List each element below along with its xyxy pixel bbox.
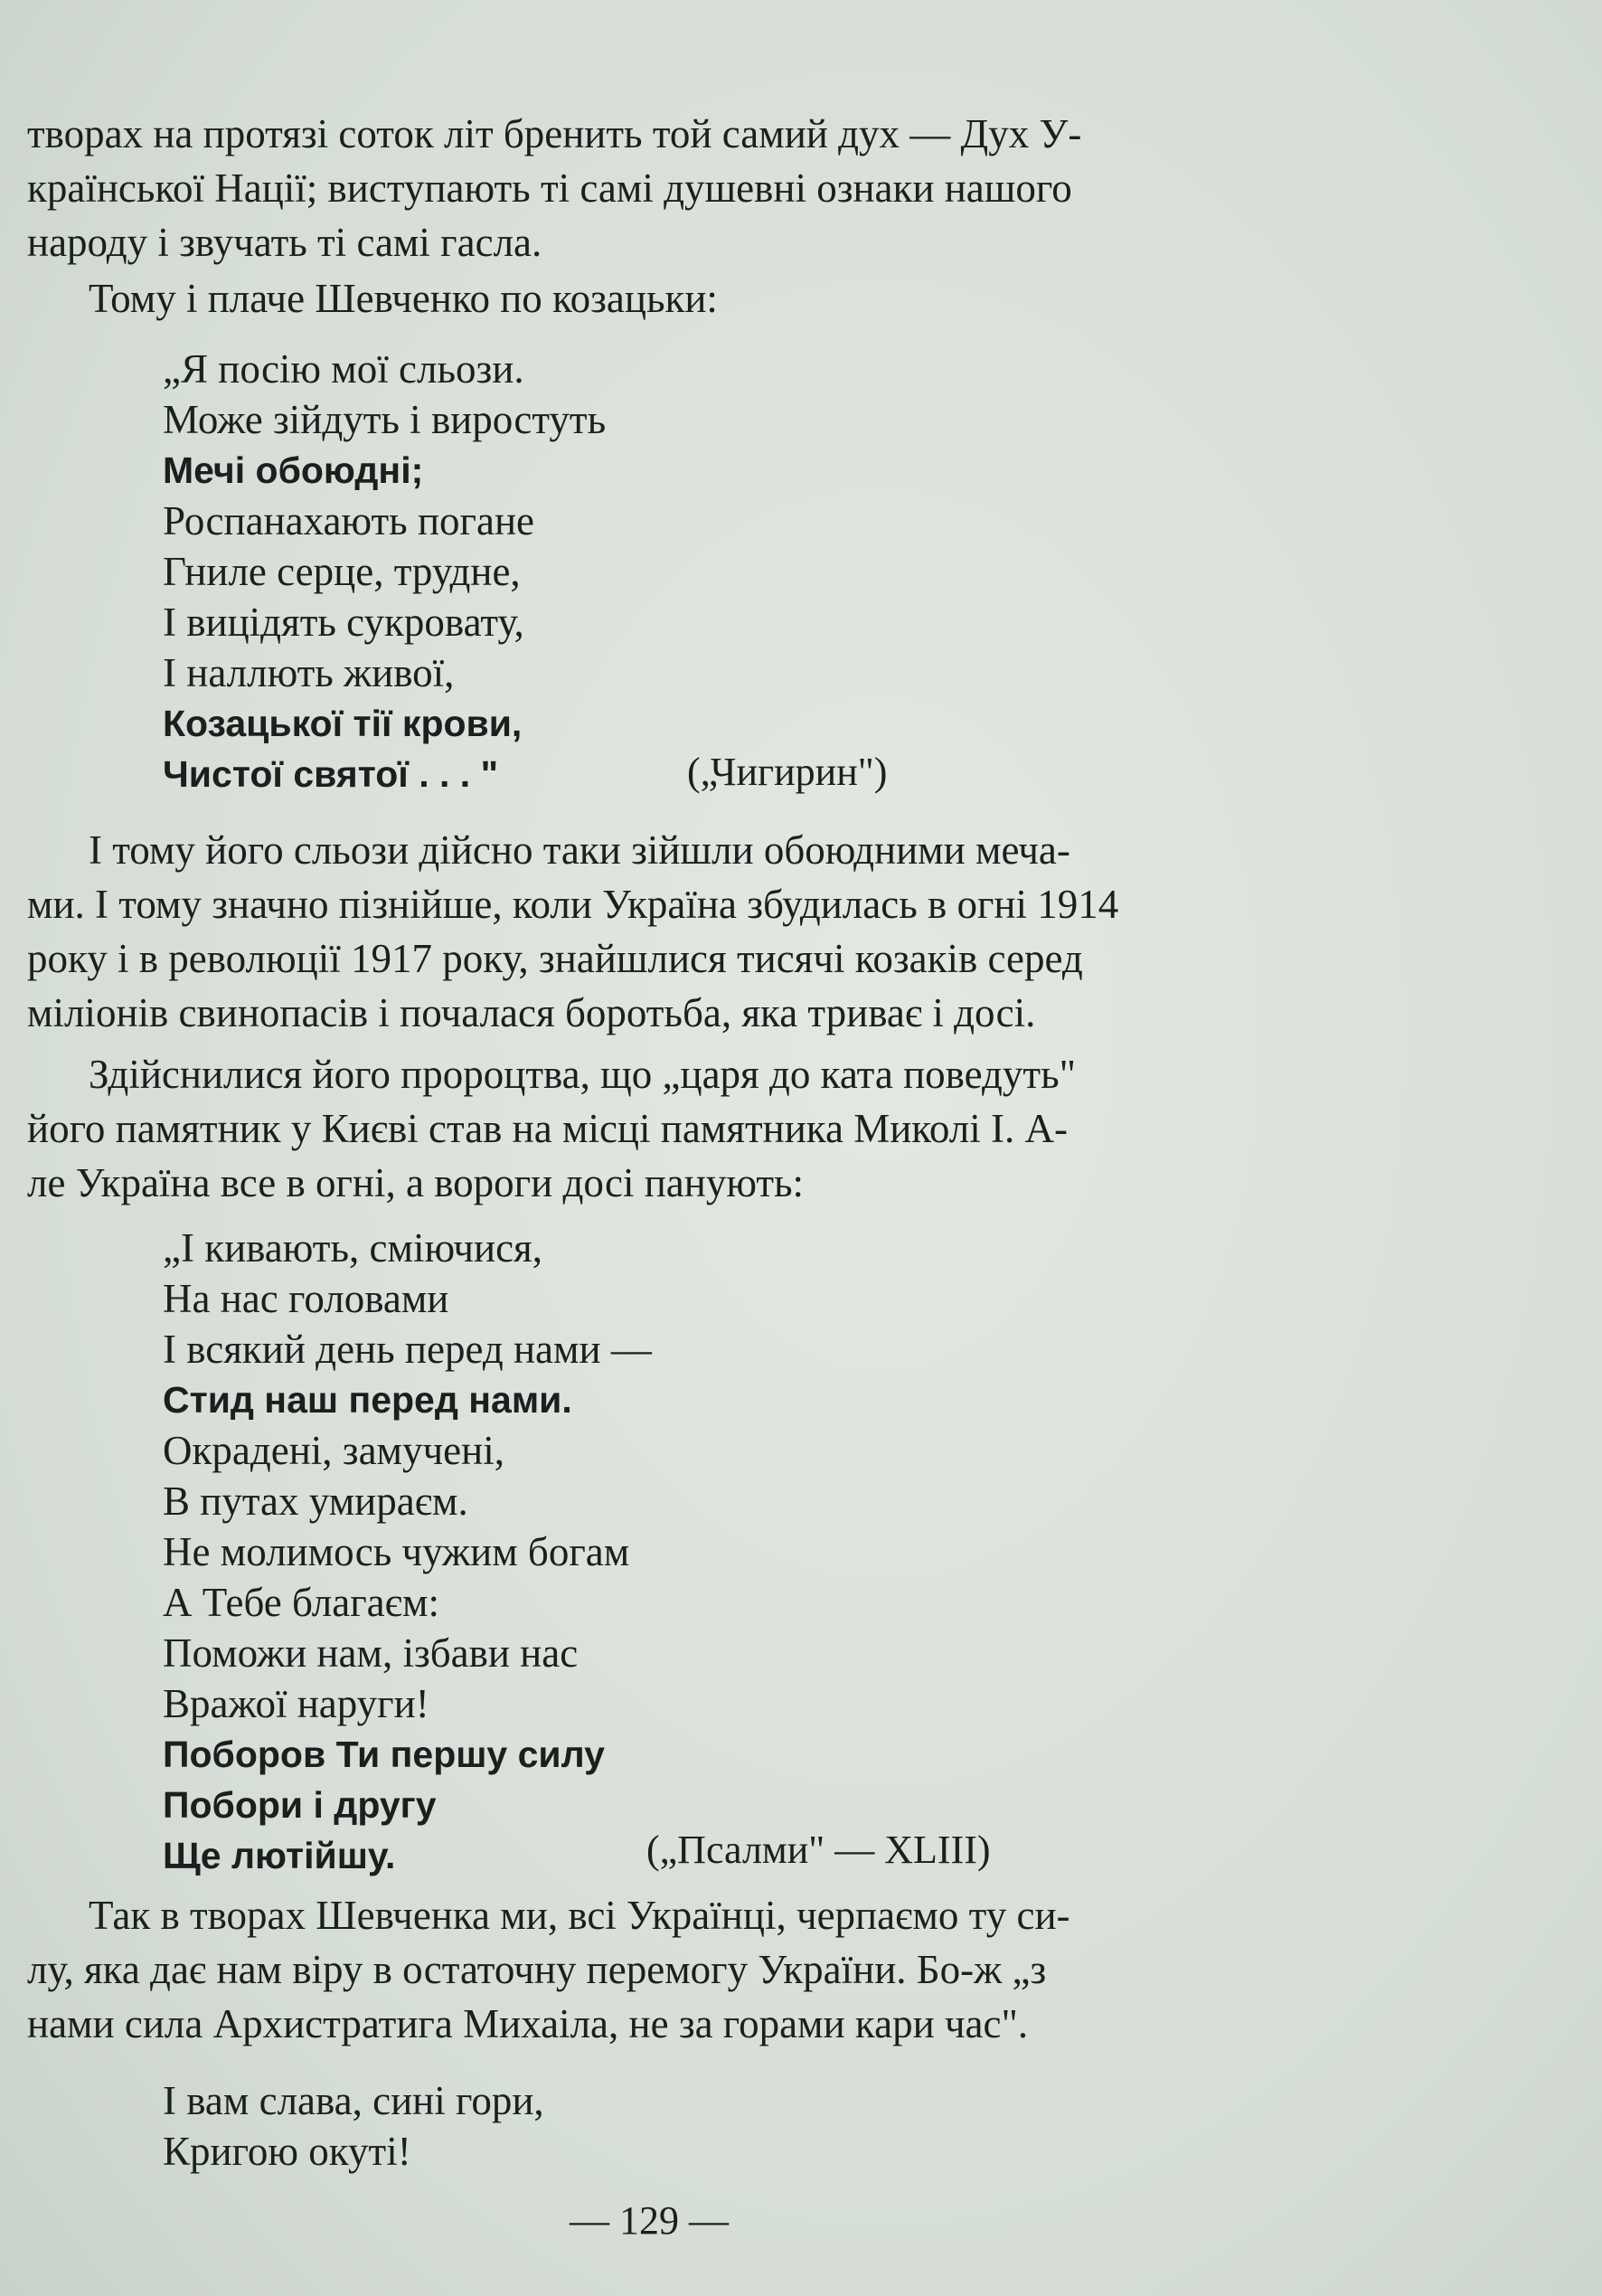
text-line: Тому і плаче Шевченко по козацьки: [89, 276, 718, 321]
poem-line: Ще лютійшу. [163, 1835, 396, 1876]
poem-line: Може зійдуть і виростуть [163, 397, 607, 442]
paragraph-3 [27, 823, 1356, 1040]
poem-line: Поборов Ти першу силу [163, 1734, 605, 1775]
text-line: його памятник у Києві став на місці памятника Миколі І. А- [27, 1106, 1068, 1151]
paragraph-5 [27, 1888, 1356, 2051]
citation-psalms: („Псалми" — XLIII) [646, 1828, 991, 1872]
poem-line: І всякий день перед нами — [163, 1327, 652, 1372]
paragraph-4 [27, 1047, 1356, 1210]
poem-line: Поможи нам, ізбави нас [163, 1630, 579, 1676]
text-line: народу і звучать ті самі гасла. [27, 220, 542, 265]
text-line: року і в революції 1917 року, знайшлися тисячі козаків серед [27, 936, 1083, 981]
text-line: ми. І тому значно пізнійше, коли Україна збудилась в огні 1914 [27, 882, 1119, 927]
poem-line: Гниле серце, трудне, [163, 549, 521, 594]
poem-psalms [163, 1223, 652, 1881]
poem-closing [163, 2075, 544, 2177]
text-line: міліонів свинопасів і почалася боротьба, яка триває і досі. [27, 990, 1036, 1035]
poem-chyhyryn [163, 344, 606, 799]
poem-line: Не молимось чужим богам [163, 1529, 630, 1574]
text-line: Так в творах Шевченка ми, всі Українці, черпаємо ту си- [89, 1893, 1070, 1938]
text-line: І тому його сльози дійсно таки зійшли обоюдними меча- [89, 827, 1070, 873]
text-line: лу, яка дає нам віру в остаточну перемогу України. Бо-ж „з [27, 1947, 1047, 1992]
poem-line: Вражої наруги! [163, 1681, 429, 1726]
poem-line: Мечі обоюдні; [163, 449, 424, 491]
poem-line: Стид наш перед нами. [163, 1379, 572, 1421]
poem-line: В путах умираєм. [163, 1479, 468, 1524]
page-number: — 129 — [570, 2198, 729, 2243]
poem-line: Козацької тії крови, [163, 703, 523, 744]
poem-line: І вам слава, сині гори, [163, 2078, 544, 2123]
citation-chyhyryn: („Чигирин") [687, 750, 888, 794]
poem-line: „І кивають, сміючися, [163, 1225, 542, 1271]
poem-line: І вицідять сукровату, [163, 600, 524, 645]
text-line: ле Україна все в огні, а вороги досі панують: [27, 1160, 805, 1205]
poem-line: А Тебе благаєм: [163, 1580, 439, 1625]
text-line: Здійснилися його пророцтва, що „царя до ката поведуть" [89, 1052, 1076, 1097]
text-line: нами сила Архистратига Михаіла, не за горами кари час". [27, 2001, 1029, 2046]
poem-line: Побори і другу [163, 1784, 437, 1826]
poem-line: На нас головами [163, 1276, 449, 1321]
poem-line: „Я посію мої сльози. [163, 346, 524, 392]
text-line: країнської Нації; виступають ті самі душевні ознаки нашого [27, 165, 1072, 211]
paragraph-2 [27, 271, 1356, 326]
poem-line: Роспанахають погане [163, 498, 535, 543]
poem-line: Окрадені, замучені, [163, 1428, 504, 1473]
poem-line: Чистої святої . . . " [163, 753, 499, 795]
paragraph-1 [27, 107, 1356, 269]
text-line: творах на протязі соток літ бренить той самий дух — Дух У- [27, 111, 1082, 156]
poem-line: Кригою окуті! [163, 2129, 411, 2174]
poem-line: І наллють живої, [163, 650, 455, 695]
